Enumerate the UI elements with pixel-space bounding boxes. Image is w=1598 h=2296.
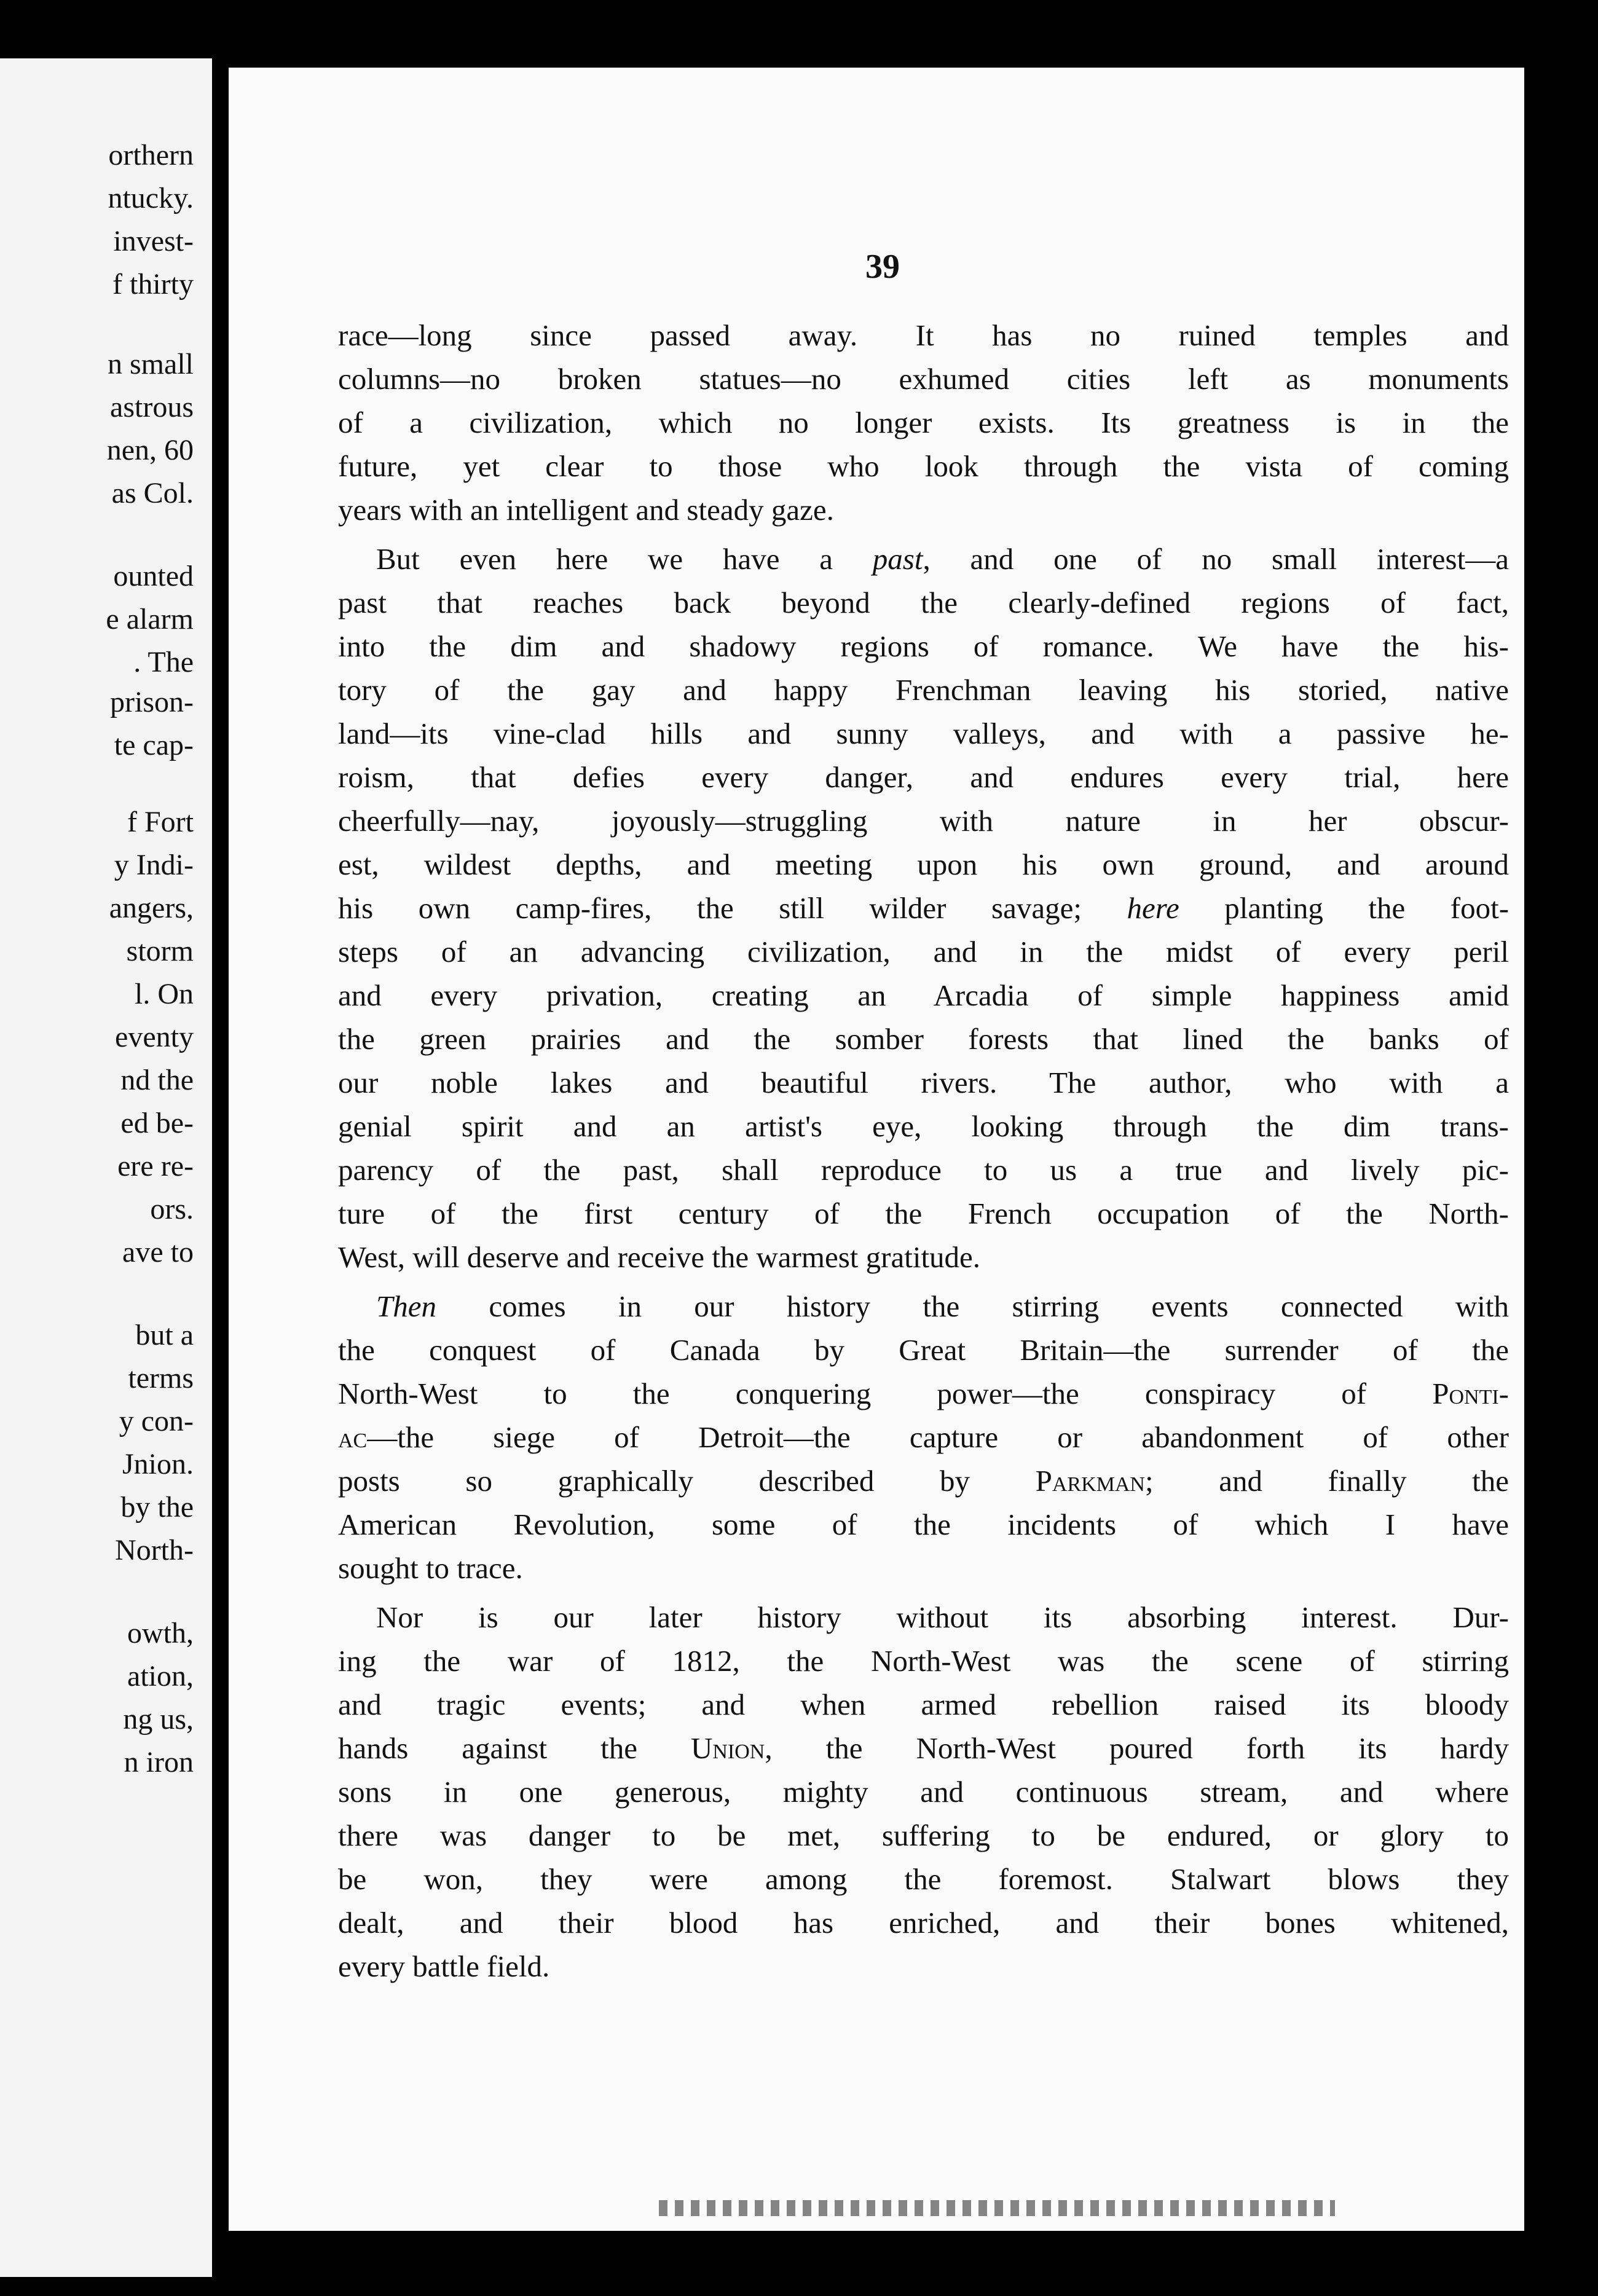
page-number: 39 — [865, 248, 900, 286]
facing-page-line: North- — [115, 1534, 194, 1567]
text-line: dealt, and their blood has enriched, and their bones whitened, — [338, 1906, 1509, 1940]
facing-page-line: ors. — [150, 1193, 194, 1225]
text-line: sons in one generous, mighty and continuous stream, and where — [338, 1775, 1509, 1809]
facing-page-line: y con- — [119, 1405, 194, 1437]
facing-page-line: e alarm — [106, 603, 194, 635]
text-line: ac—the siege of Detroit—the capture or abandonment of other — [338, 1420, 1509, 1454]
page-body-text — [338, 313, 1509, 1988]
facing-page-line: f Fort — [127, 806, 194, 838]
facing-page-line: orthern — [108, 139, 194, 171]
text-line: every battle field. — [338, 1949, 550, 1983]
facing-page-line: Jnion. — [122, 1448, 194, 1480]
facing-page-fragment — [0, 58, 212, 2277]
facing-page-line: n iron — [124, 1746, 194, 1779]
facing-page-line: y Indi- — [114, 849, 194, 881]
text-line: past that reaches back beyond the clearly-defined regions of fact, — [338, 586, 1509, 619]
text-line: sought to trace. — [338, 1551, 523, 1585]
text-line: est, wildest depths, and meeting upon his own ground, and around — [338, 847, 1509, 881]
facing-page-line: nen, 60 — [106, 434, 194, 466]
facing-page-line: ere re- — [117, 1150, 194, 1182]
text-line: genial spirit and an artist's eye, looking through the dim trans- — [338, 1109, 1509, 1143]
facing-page-line: ave to — [122, 1236, 194, 1268]
facing-page-line: eventy — [115, 1021, 194, 1053]
paragraph — [338, 1595, 1509, 1988]
text-line: our noble lakes and beautiful rivers. The author, who with a — [338, 1066, 1509, 1099]
text-line: cheerfully—nay, joyously—struggling with nature in her obscur- — [338, 804, 1509, 838]
text-line: race—long since passed away. It has no ruined temples and — [338, 318, 1509, 352]
book-page — [229, 68, 1524, 2231]
text-line: his own camp-fires, the still wilder savage; here planting the foot- — [338, 891, 1509, 925]
facing-page-line: n small — [108, 348, 194, 380]
text-line: posts so graphically described by Parkman; and finally the — [338, 1464, 1509, 1498]
facing-page-line: ounted — [113, 560, 194, 592]
text-line: North-West to the conquering power—the conspiracy of Ponti- — [338, 1377, 1509, 1410]
text-line: and every privation, creating an Arcadia of simple happiness amid — [338, 978, 1509, 1012]
paragraph — [338, 313, 1509, 532]
text-line: But even here we have a past, and one of no small interest—a — [376, 542, 1509, 576]
text-line: there was danger to be met, suffering to be endured, or glory to — [338, 1818, 1509, 1852]
paragraph — [338, 1284, 1509, 1590]
text-line: steps of an advancing civilization, and in the midst of every peril — [338, 935, 1509, 969]
text-line: American Revolution, some of the incidents of which I have — [338, 1508, 1509, 1541]
facing-page-line: te cap- — [114, 729, 194, 761]
facing-page-line: storm — [126, 935, 194, 967]
facing-page-line: ng us, — [123, 1703, 194, 1736]
facing-page-line: angers, — [109, 892, 194, 924]
facing-page-line: prison- — [110, 686, 194, 718]
facing-page-line: . The — [133, 646, 194, 678]
text-line: West, will deserve and receive the warmest gratitude. — [338, 1240, 981, 1274]
text-line: ture of the first century of the French occupation of the North- — [338, 1197, 1509, 1230]
facing-page-line: invest- — [113, 225, 194, 258]
facing-page-line: nd the — [120, 1064, 194, 1096]
facing-page-line: owth, — [127, 1617, 194, 1649]
text-line: years with an intelligent and steady gaze. — [338, 493, 834, 527]
text-line: the green prairies and the somber forests that lined the banks of — [338, 1022, 1509, 1056]
paragraph — [338, 537, 1509, 1279]
facing-page-line: l. On — [135, 978, 194, 1010]
text-line: hands against the Union, the North-West poured forth its hardy — [338, 1731, 1509, 1765]
facing-page-line: by the — [120, 1491, 194, 1523]
text-line: Then comes in our history the stirring events connected with — [376, 1289, 1509, 1323]
text-line: be won, they were among the foremost. Stalwart blows they — [338, 1862, 1509, 1896]
text-line: and tragic events; and when armed rebellion raised its bloody — [338, 1688, 1509, 1721]
text-line: Nor is our later history without its absorbing interest. Dur- — [376, 1600, 1509, 1634]
facing-page-line: ed be- — [120, 1107, 194, 1139]
facing-page-line: astrous — [110, 391, 194, 423]
text-line: land—its vine-clad hills and sunny valleys, and with a passive he- — [338, 717, 1509, 750]
page-edge-ink-marks — [659, 2200, 1335, 2216]
text-line: ing the war of 1812, the North-West was the scene of stirring — [338, 1644, 1509, 1678]
facing-page-line: as Col. — [111, 477, 194, 509]
text-line: of a civilization, which no longer exists. Its greatness is in the — [338, 406, 1509, 439]
text-line: into the dim and shadowy regions of romance. We have the his- — [338, 629, 1509, 663]
facing-page-line: ntucky. — [108, 182, 194, 214]
facing-page-line: but a — [135, 1319, 194, 1351]
facing-page-line: terms — [128, 1362, 194, 1394]
text-line: parency of the past, shall reproduce to us a true and lively pic- — [338, 1153, 1509, 1187]
text-line: the conquest of Canada by Great Britain—the surrender of the — [338, 1333, 1509, 1367]
facing-page-line: ation, — [127, 1660, 194, 1693]
text-line: tory of the gay and happy Frenchman leaving his storied, native — [338, 673, 1509, 707]
text-line: columns—no broken statues—no exhumed cities left as monuments — [338, 362, 1509, 396]
text-line: future, yet clear to those who look through the vista of coming — [338, 449, 1509, 483]
text-line: roism, that defies every danger, and endures every trial, here — [338, 760, 1509, 794]
facing-page-line: f thirty — [112, 268, 194, 301]
